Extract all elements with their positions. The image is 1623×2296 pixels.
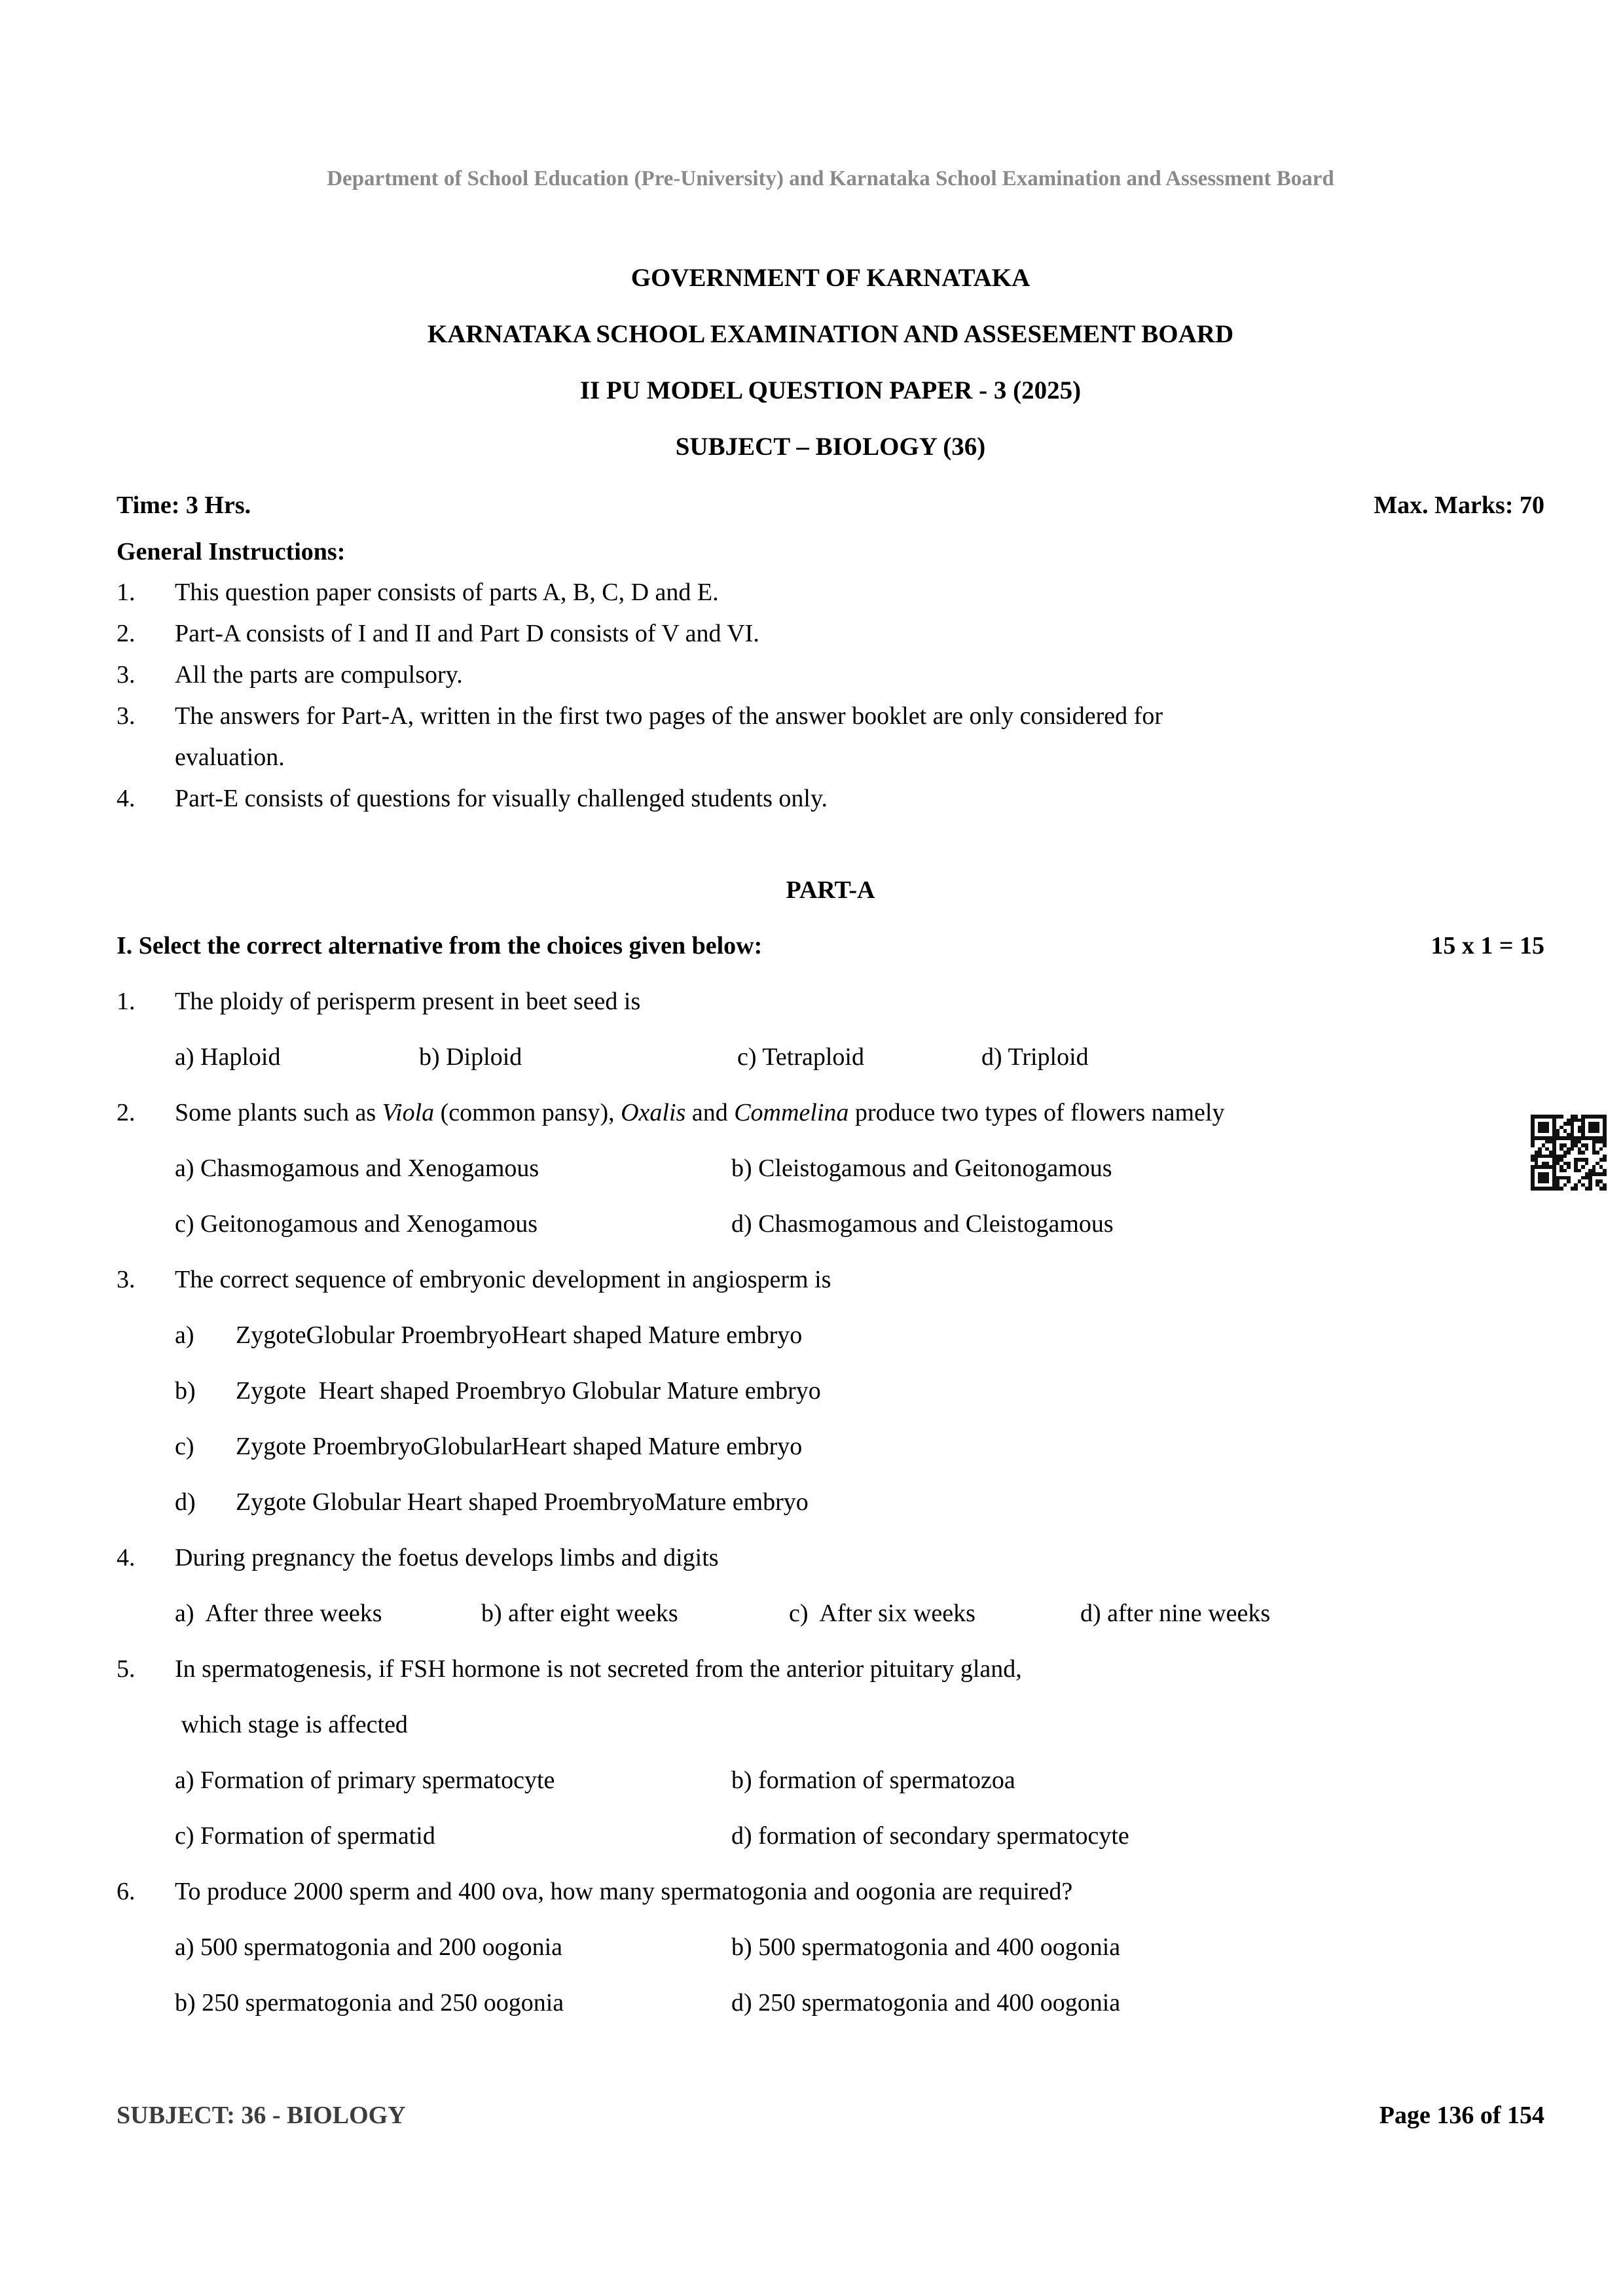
- option: b) 500 spermatogonia and 400 oogonia: [731, 1933, 1121, 1961]
- option-text: Zygote Globular Heart shaped ProembryoMature embryo: [236, 1488, 809, 1516]
- question: [117, 1864, 1544, 2031]
- question-text: [175, 1641, 1022, 1697]
- instruction-number: 3.: [117, 661, 136, 689]
- instructions-list: [117, 572, 1544, 819]
- option: a) 500 spermatogonia and 200 oogonia: [175, 1933, 563, 1961]
- option-letter: c): [175, 1433, 194, 1460]
- question-number: 2.: [117, 1099, 136, 1126]
- part-a-title: PART-A: [786, 876, 875, 904]
- instruction-text: [175, 778, 828, 819]
- qr-code: [1531, 1115, 1607, 1191]
- instruction-text: [175, 613, 759, 655]
- question-stem: [117, 1085, 1544, 1141]
- title-board: KARNATAKA SCHOOL EXAMINATION AND ASSESEMENT BOARD: [427, 320, 1234, 348]
- time-label: Time: 3 Hrs.: [117, 492, 251, 519]
- options-grid: [117, 1141, 1544, 1252]
- question: [117, 1252, 1544, 1530]
- question-number: 4.: [117, 1544, 136, 1571]
- title-subject: SUBJECT – BIOLOGY (36): [675, 433, 986, 461]
- options-grid: [117, 1753, 1544, 1864]
- question-stem-continued: [117, 1697, 1544, 1753]
- instruction-number: 3.: [117, 702, 136, 730]
- footer-page-number: Page 136 of 154: [1379, 2102, 1544, 2129]
- option: a) Formation of primary spermatocyte: [175, 1767, 555, 1794]
- option: d) formation of secondary spermatocyte: [731, 1822, 1129, 1850]
- instruction-text: [175, 655, 463, 696]
- question-number: 3.: [117, 1266, 136, 1293]
- option: c) After six weeks: [789, 1600, 976, 1627]
- instruction-number: 4.: [117, 785, 136, 812]
- max-marks-label: Max. Marks: 70: [1374, 492, 1544, 519]
- question: [117, 1641, 1544, 1864]
- option-letter: d): [175, 1488, 196, 1516]
- plain-text: and: [685, 1099, 735, 1126]
- option: c) Formation of spermatid: [175, 1822, 435, 1850]
- option-text: ZygoteGlobular ProembryoHeart shaped Mature embryo: [236, 1321, 803, 1349]
- instruction-line: evaluation.: [175, 744, 285, 771]
- option: d) after nine weeks: [1080, 1600, 1271, 1627]
- title-block: [117, 250, 1544, 475]
- instruction-number: 2.: [117, 620, 136, 647]
- general-instructions-heading: General Instructions:: [117, 538, 346, 565]
- option-line: [117, 1419, 1544, 1475]
- instruction-item: [117, 613, 1544, 655]
- section-i-row: [117, 918, 1544, 974]
- instruction-text: [175, 572, 719, 613]
- instruction-line: This question paper consists of parts A, B, C, D and E.: [175, 579, 719, 606]
- department-header: Department of School Education (Pre-University) and Karnataka School Examination and Assessment Board: [327, 167, 1334, 190]
- option-text: Zygote ProembryoGlobularHeart shaped Mature embryo: [236, 1433, 803, 1460]
- option: c) Geitonogamous and Xenogamous: [175, 1210, 538, 1238]
- meta-row: [117, 479, 1544, 531]
- title-government: GOVERNMENT OF KARNATAKA: [630, 264, 1030, 292]
- question-text: [175, 1697, 408, 1753]
- option-line: [117, 1308, 1544, 1363]
- option: b) Diploid: [419, 1043, 522, 1071]
- option: d) Chasmogamous and Cleistogamous: [731, 1210, 1114, 1238]
- option-letter: a): [175, 1321, 194, 1349]
- plain-text: which stage is affected: [175, 1711, 408, 1738]
- instruction-item: [117, 655, 1544, 696]
- question-stem: [117, 1252, 1544, 1308]
- option: b) after eight weeks: [481, 1600, 678, 1627]
- question-number: 6.: [117, 1878, 136, 1905]
- question-stem: [117, 1641, 1544, 1697]
- option: c) Tetraploid: [737, 1043, 864, 1071]
- instruction-number: 1.: [117, 579, 136, 606]
- question-number-spacer: [117, 1697, 175, 1753]
- question-text: [175, 974, 640, 1030]
- instruction-item: [117, 572, 1544, 613]
- option: b) 250 spermatogonia and 250 oogonia: [175, 1989, 564, 2017]
- plain-text: The correct sequence of embryonic development in angiosperm is: [175, 1266, 831, 1293]
- option: b) formation of spermatozoa: [731, 1767, 1015, 1794]
- option-line: [117, 1475, 1544, 1530]
- question-text: [175, 1530, 719, 1586]
- instruction-line: All the parts are compulsory.: [175, 661, 463, 689]
- question-stem: [117, 1530, 1544, 1586]
- options-row: [117, 1030, 1544, 1085]
- instruction-line: Part-E consists of questions for visually challenged students only.: [175, 785, 828, 812]
- question-stem: [117, 974, 1544, 1030]
- question-text: [175, 1864, 1072, 1920]
- italic-text: Viola: [382, 1099, 435, 1126]
- instruction-line: Part-A consists of I and II and Part D consists of V and VI.: [175, 620, 759, 647]
- options-grid: [117, 1920, 1544, 2031]
- option: a) After three weeks: [175, 1600, 382, 1627]
- page-footer: [117, 2088, 1544, 2144]
- option: a) Haploid: [175, 1043, 281, 1071]
- question-number: 1.: [117, 988, 136, 1015]
- section-i-heading: I. Select the correct alternative from the choices given below:: [117, 932, 763, 960]
- plain-text: (common pansy),: [434, 1099, 621, 1126]
- questions: [117, 974, 1544, 2031]
- plain-text: The ploidy of perisperm present in beet seed is: [175, 988, 641, 1015]
- question: [117, 974, 1544, 1085]
- option-line: [117, 1363, 1544, 1419]
- title-paper: II PU MODEL QUESTION PAPER - 3 (2025): [579, 376, 1082, 404]
- question-text: [175, 1085, 1225, 1141]
- option: d) 250 spermatogonia and 400 oogonia: [731, 1989, 1121, 2017]
- options-row: [117, 1586, 1544, 1641]
- plain-text: To produce 2000 sperm and 400 ova, how many spermatogonia and oogonia are required?: [175, 1878, 1073, 1905]
- italic-text: Oxalis: [621, 1099, 686, 1126]
- option: a) Chasmogamous and Xenogamous: [175, 1155, 539, 1182]
- question: [117, 1085, 1544, 1252]
- option-text: Zygote Heart shaped Proembryo Globular Mature embryo: [236, 1377, 821, 1405]
- plain-text: During pregnancy the foetus develops limbs and digits: [175, 1544, 719, 1571]
- section-i-marks: 15 x 1 = 15: [1431, 932, 1544, 960]
- question-text: [175, 1252, 831, 1308]
- option: d) Triploid: [981, 1043, 1089, 1071]
- instruction-item: [117, 778, 1544, 819]
- question: [117, 1530, 1544, 1641]
- plain-text: produce two types of flowers namely: [848, 1099, 1225, 1126]
- italic-text: Commelina: [734, 1099, 849, 1126]
- instruction-line: The answers for Part-A, written in the first two pages of the answer booklet are only considered for: [175, 702, 1163, 730]
- footer-subject: SUBJECT: 36 - BIOLOGY: [117, 2102, 406, 2129]
- instruction-item: [117, 696, 1544, 778]
- instruction-text: [175, 696, 1163, 778]
- option: b) Cleistogamous and Geitonogamous: [731, 1155, 1112, 1182]
- option-letter: b): [175, 1377, 196, 1405]
- question-number: 5.: [117, 1655, 136, 1683]
- plain-text: Some plants such as: [175, 1099, 382, 1126]
- plain-text: In spermatogenesis, if FSH hormone is not secreted from the anterior pituitary gland,: [175, 1655, 1022, 1683]
- question-stem: [117, 1864, 1544, 1920]
